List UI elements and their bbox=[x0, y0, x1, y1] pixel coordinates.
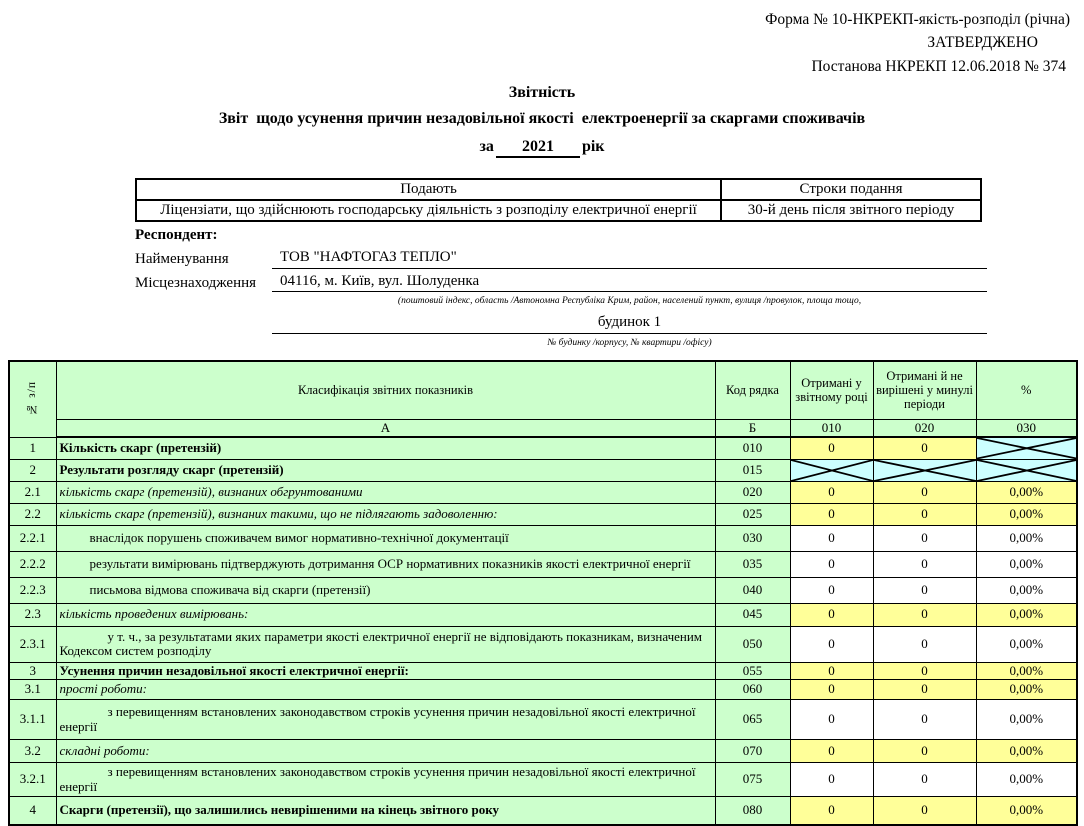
value-cell: 0 bbox=[873, 680, 976, 700]
subheader-a: А bbox=[56, 419, 715, 437]
respondent-block bbox=[135, 226, 987, 350]
year-prefix: за bbox=[479, 138, 494, 156]
value-cell: 0,00% bbox=[976, 603, 1077, 626]
building-note: № будинку /корпусу, № квартири /офісу) bbox=[547, 337, 712, 348]
value-cell: 0 bbox=[873, 662, 976, 680]
row-number-cell: 3.1.1 bbox=[9, 700, 56, 740]
value-cell: 0,00% bbox=[976, 503, 1077, 525]
value-cell: 0 bbox=[790, 551, 873, 577]
value-cell bbox=[790, 459, 873, 481]
value-cell: 0 bbox=[873, 503, 976, 525]
value-cell: 0 bbox=[790, 680, 873, 700]
row-code-cell: 080 bbox=[715, 797, 790, 825]
value-cell: 0 bbox=[790, 525, 873, 551]
crossed-out-icon bbox=[791, 460, 873, 481]
row-code-cell: 045 bbox=[715, 603, 790, 626]
table-row bbox=[9, 662, 1077, 680]
classification-cell: кількість скарг (претензій), визнаних обгрунтованими bbox=[56, 481, 715, 503]
value-cell: 0 bbox=[790, 503, 873, 525]
row-code-cell: 050 bbox=[715, 626, 790, 662]
table-row bbox=[9, 481, 1077, 503]
value-cell: 0,00% bbox=[976, 797, 1077, 825]
table-row bbox=[9, 700, 1077, 740]
num-header-label: № з/п bbox=[26, 380, 39, 415]
value-cell: 0,00% bbox=[976, 680, 1077, 700]
row-number-cell: 4 bbox=[9, 797, 56, 825]
received-current-header-cell: Отримані у звітному році bbox=[790, 361, 873, 419]
classification-cell: прості роботи: bbox=[56, 680, 715, 700]
row-number-cell: 2 bbox=[9, 459, 56, 481]
report-table bbox=[8, 360, 1078, 826]
classification-cell: Результати розгляду скарг (претензій) bbox=[56, 459, 715, 481]
value-cell: 0 bbox=[790, 763, 873, 797]
table-row bbox=[9, 763, 1077, 797]
row-number-cell: 2.1 bbox=[9, 481, 56, 503]
subheader-010: 010 bbox=[790, 419, 873, 437]
table-row bbox=[9, 525, 1077, 551]
value-cell: 0 bbox=[790, 700, 873, 740]
classification-cell: внаслідок порушень споживачем вимог нормативно-технічної документації bbox=[56, 525, 715, 551]
row-code-cell: 020 bbox=[715, 481, 790, 503]
row-number-cell: 2.2.3 bbox=[9, 577, 56, 603]
value-cell: 0,00% bbox=[976, 763, 1077, 797]
subheader-b: Б bbox=[715, 419, 790, 437]
row-number-cell: 3 bbox=[9, 662, 56, 680]
table-row bbox=[9, 437, 1077, 459]
value-cell: 0 bbox=[873, 481, 976, 503]
classification-cell: з перевищенням встановлених законодавством строків усунення причин незадовільної якості електричної енергії bbox=[56, 763, 715, 797]
value-cell bbox=[976, 459, 1077, 481]
crossed-out-icon bbox=[977, 438, 1077, 459]
report-header-row bbox=[9, 361, 1077, 419]
value-cell: 0,00% bbox=[976, 525, 1077, 551]
row-number-cell: 2.3.1 bbox=[9, 626, 56, 662]
row-number-cell: 3.1 bbox=[9, 680, 56, 700]
report-year-line bbox=[0, 138, 1084, 158]
year-suffix: рік bbox=[581, 138, 605, 156]
submitters-header: Подають bbox=[136, 179, 721, 200]
row-code-header-cell: Код рядка bbox=[715, 361, 790, 419]
value-cell: 0,00% bbox=[976, 700, 1077, 740]
location-value: 04116, м. Київ, вул. Шолуденка bbox=[272, 272, 987, 293]
value-cell: 0 bbox=[873, 797, 976, 825]
classification-cell: кількість скарг (претензій), визнаних такими, що не підлягають задоволенню: bbox=[56, 503, 715, 525]
classification-cell: Усунення причин незадовільної якості електричної енергії: bbox=[56, 662, 715, 680]
table-row bbox=[9, 551, 1077, 577]
deadline-value: 30-й день після звітного періоду bbox=[721, 200, 981, 221]
classification-cell: у т. ч., за результатами яких параметри якості електричної енергії не відповідають показникам, визначеним Кодексом систем розподілу bbox=[56, 626, 715, 662]
received-unresolved-header-cell: Отримані й не вирішені у минулі періоди bbox=[873, 361, 976, 419]
name-label: Найменування bbox=[135, 250, 229, 267]
row-code-cell: 030 bbox=[715, 525, 790, 551]
table-row bbox=[9, 577, 1077, 603]
form-number-line: Форма № 10-НКРЕКП-якість-розподіл (річна) bbox=[765, 11, 1070, 28]
num-header-cell bbox=[9, 361, 56, 437]
percent-header-cell: % bbox=[976, 361, 1077, 419]
value-cell: 0 bbox=[873, 577, 976, 603]
row-code-cell: 035 bbox=[715, 551, 790, 577]
approved-line: ЗАТВЕРДЖЕНО bbox=[927, 34, 1038, 52]
row-number-cell: 2.2 bbox=[9, 503, 56, 525]
submitters-value: Ліцензіати, що здійснюють господарську діяльність з розподілу електричної енергії bbox=[136, 200, 721, 221]
deadline-header: Строки подання bbox=[721, 179, 981, 200]
row-code-cell: 065 bbox=[715, 700, 790, 740]
submission-table bbox=[135, 178, 982, 222]
value-cell: 0 bbox=[873, 740, 976, 763]
row-code-cell: 010 bbox=[715, 437, 790, 459]
value-cell bbox=[873, 459, 976, 481]
row-code-cell: 040 bbox=[715, 577, 790, 603]
value-cell: 0 bbox=[790, 626, 873, 662]
value-cell: 0 bbox=[873, 525, 976, 551]
classification-cell: результати вимірювань підтверджують дотримання ОСР нормативних показників якості електричної енергії bbox=[56, 551, 715, 577]
table-row bbox=[9, 603, 1077, 626]
row-number-cell: 3.2 bbox=[9, 740, 56, 763]
value-cell: 0,00% bbox=[976, 481, 1077, 503]
classification-cell: складні роботи: bbox=[56, 740, 715, 763]
table-row bbox=[9, 797, 1077, 825]
row-number-cell: 1 bbox=[9, 437, 56, 459]
value-cell: 0 bbox=[790, 740, 873, 763]
report-title-block bbox=[0, 84, 1084, 158]
respondent-label: Респондент: bbox=[135, 227, 218, 243]
value-cell: 0 bbox=[873, 603, 976, 626]
respondent-location-row bbox=[135, 272, 987, 293]
classification-cell: з перевищенням встановлених законодавством строків усунення причин незадовільної якості електричної енергії bbox=[56, 700, 715, 740]
report-table-body bbox=[9, 437, 1077, 825]
value-cell: 0 bbox=[790, 437, 873, 459]
submission-value-row bbox=[136, 200, 981, 221]
classification-cell: письмова відмова споживача від скарги (претензії) bbox=[56, 577, 715, 603]
row-code-cell: 025 bbox=[715, 503, 790, 525]
value-cell: 0,00% bbox=[976, 577, 1077, 603]
row-number-cell: 3.2.1 bbox=[9, 763, 56, 797]
value-cell: 0 bbox=[873, 437, 976, 459]
value-cell: 0,00% bbox=[976, 626, 1077, 662]
value-cell: 0 bbox=[873, 626, 976, 662]
name-value: ТОВ "НАФТОГАЗ ТЕПЛО" bbox=[272, 248, 987, 269]
respondent-name-row bbox=[135, 248, 987, 269]
crossed-out-icon bbox=[874, 460, 976, 481]
table-row bbox=[9, 740, 1077, 763]
value-cell: 0 bbox=[790, 603, 873, 626]
value-cell: 0,00% bbox=[976, 740, 1077, 763]
classification-cell: Скарги (претензії), що залишились невирішеними на кінець звітного року bbox=[56, 797, 715, 825]
row-code-cell: 075 bbox=[715, 763, 790, 797]
table-row bbox=[9, 503, 1077, 525]
resolution-line: Постанова НКРЕКП 12.06.2018 № 374 bbox=[811, 57, 1066, 75]
report-year-value: 2021 bbox=[496, 138, 580, 158]
value-cell: 0 bbox=[790, 662, 873, 680]
submission-header-row bbox=[136, 179, 981, 200]
row-code-cell: 070 bbox=[715, 740, 790, 763]
report-subheader-row bbox=[9, 419, 1077, 437]
value-cell: 0 bbox=[790, 797, 873, 825]
row-code-cell: 015 bbox=[715, 459, 790, 481]
value-cell: 0 bbox=[790, 577, 873, 603]
location-label: Місцезнаходження bbox=[135, 274, 257, 291]
value-cell bbox=[976, 437, 1077, 459]
location-note: (поштовий індекс, область /Автономна Республіка Крим, район, населений пункт, вулиця /провулок, площа тощо, bbox=[397, 296, 862, 307]
report-title-main: Звіт щодо усунення причин незадовільної якості електроенергії за скаргами споживачів bbox=[218, 109, 866, 127]
row-number-cell: 2.2.1 bbox=[9, 525, 56, 551]
row-number-cell: 2.2.2 bbox=[9, 551, 56, 577]
value-cell: 0 bbox=[790, 481, 873, 503]
subheader-020: 020 bbox=[873, 419, 976, 437]
building-value: будинок 1 bbox=[272, 313, 987, 334]
classification-header-cell: Класифікація звітних показників bbox=[56, 361, 715, 419]
value-cell: 0 bbox=[873, 551, 976, 577]
table-row bbox=[9, 459, 1077, 481]
classification-cell: Кількість скарг (претензій) bbox=[56, 437, 715, 459]
form-meta-block bbox=[765, 8, 1070, 78]
table-row bbox=[9, 680, 1077, 700]
row-code-cell: 060 bbox=[715, 680, 790, 700]
crossed-out-icon bbox=[977, 460, 1077, 481]
report-title-word: Звітність bbox=[508, 84, 576, 101]
row-number-cell: 2.3 bbox=[9, 603, 56, 626]
value-cell: 0,00% bbox=[976, 662, 1077, 680]
table-row bbox=[9, 626, 1077, 662]
value-cell: 0 bbox=[873, 700, 976, 740]
value-cell: 0 bbox=[873, 763, 976, 797]
value-cell: 0,00% bbox=[976, 551, 1077, 577]
subheader-030: 030 bbox=[976, 419, 1077, 437]
classification-cell: кількість проведених вимірювань: bbox=[56, 603, 715, 626]
row-code-cell: 055 bbox=[715, 662, 790, 680]
